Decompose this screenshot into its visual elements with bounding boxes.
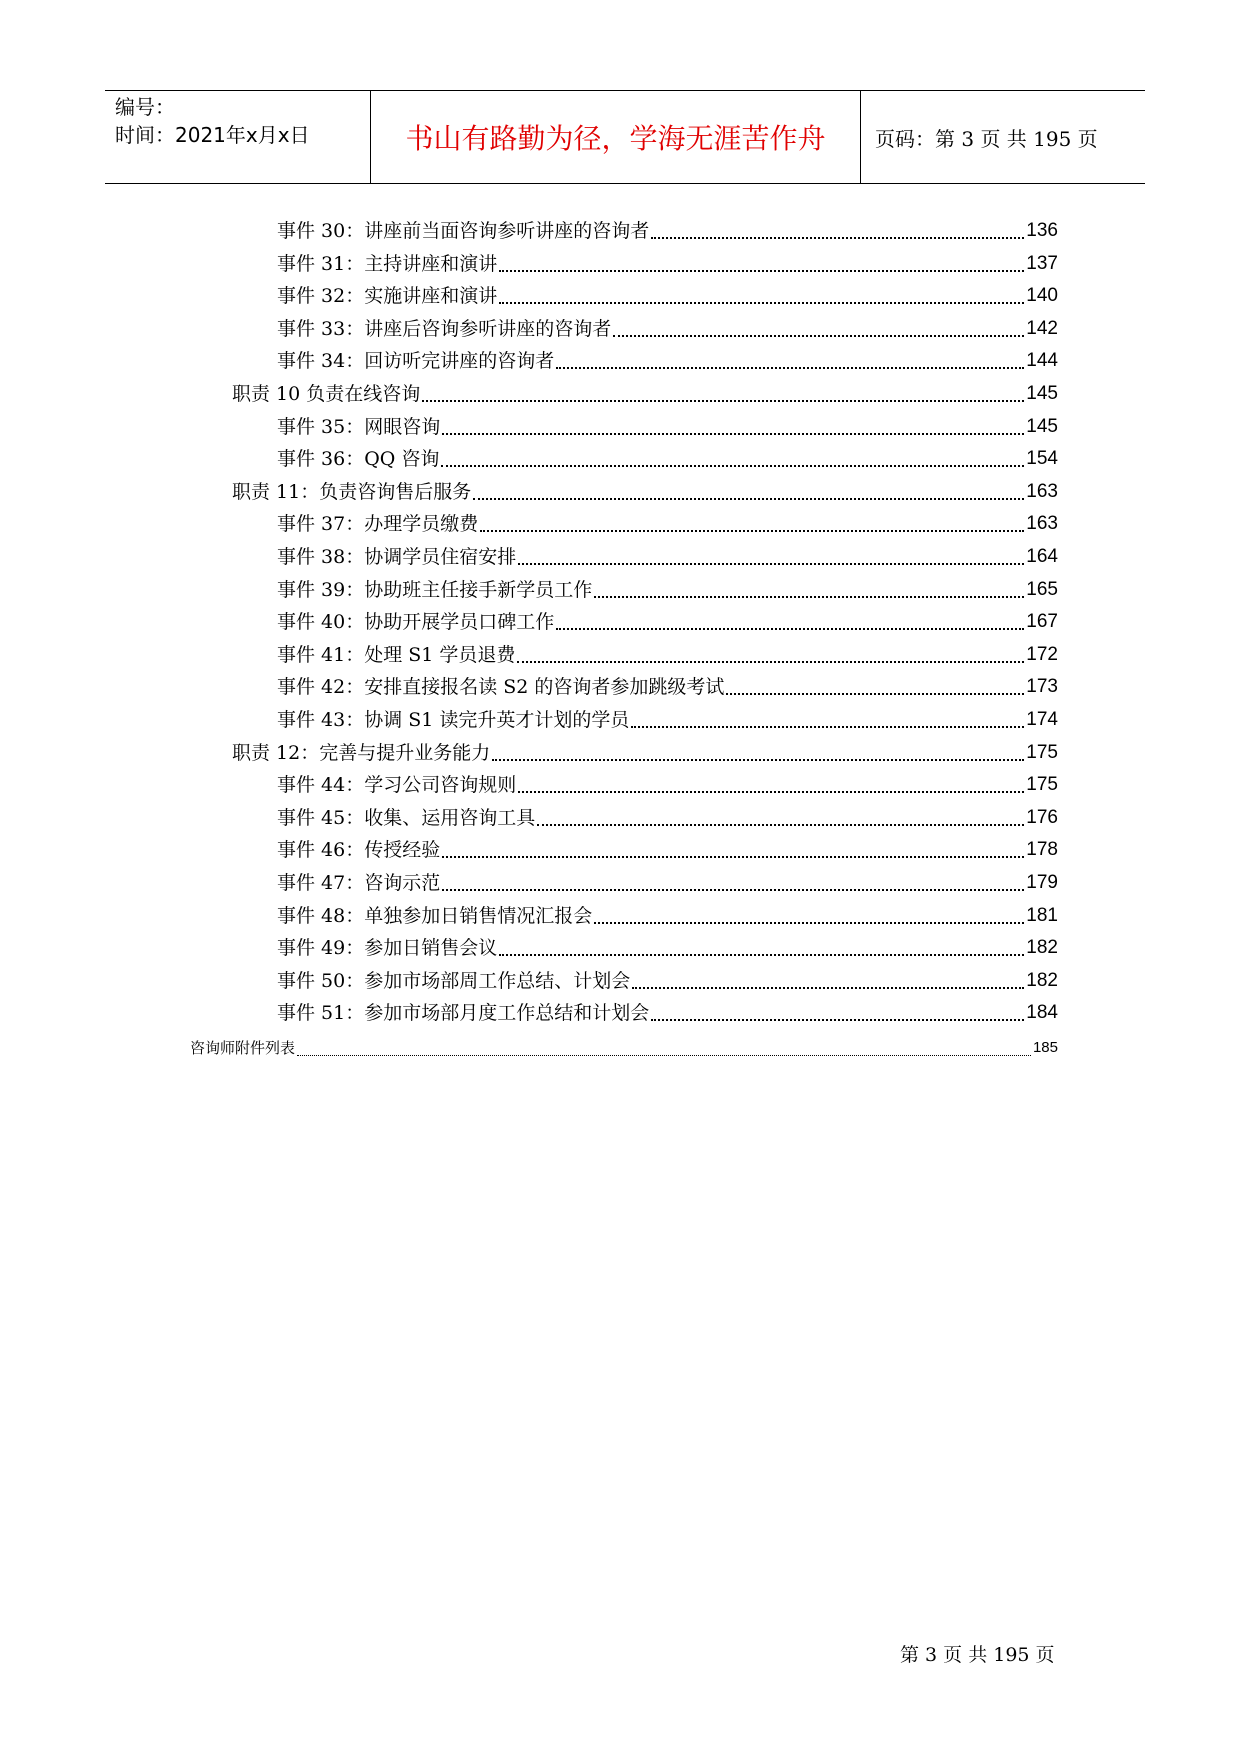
- toc-leader-dots: [499, 302, 1024, 304]
- toc-entry[interactable]: [277, 962, 1058, 994]
- toc-leader-dots: [518, 563, 1024, 565]
- toc-entry-label: 事件 49：参加日销售会议: [277, 937, 498, 959]
- header-divider: [860, 91, 861, 183]
- page-footer: 第 3 页 共 195 页: [900, 1644, 1055, 1666]
- toc-entry[interactable]: [277, 603, 1058, 635]
- toc-leader-dots: [632, 987, 1024, 989]
- toc-entry-page: 174: [1026, 709, 1058, 730]
- toc-entry-label: 职责 11：负责咨询售后服务: [232, 481, 472, 503]
- toc-leader-dots: [594, 596, 1024, 598]
- toc-entry-page: 176: [1026, 807, 1058, 828]
- toc-leader-dots: [441, 465, 1024, 467]
- toc-entry-label: 事件 36：QQ 咨询: [277, 448, 440, 470]
- toc-leader-dots: [556, 628, 1024, 630]
- toc-entry-page: 140: [1026, 285, 1058, 306]
- toc-entry-label: 事件 44：学习公司咨询规则: [277, 774, 517, 796]
- toc-entry-page: 163: [1026, 513, 1058, 534]
- toc-entry[interactable]: [277, 766, 1058, 798]
- toc-leader-dots: [473, 498, 1024, 500]
- header-left-cell: [115, 93, 370, 149]
- toc-leader-dots: [537, 824, 1024, 826]
- toc-entry[interactable]: [277, 929, 1058, 961]
- toc-leader-dots: [499, 270, 1024, 272]
- toc-entry[interactable]: [190, 1029, 1058, 1061]
- toc-entry-page: 137: [1026, 253, 1058, 274]
- toc-entry[interactable]: [232, 473, 1058, 505]
- toc-entry-label: 事件 41：处理 S1 学员退费: [277, 644, 516, 666]
- toc-entry-label: 职责 12：完善与提升业务能力: [232, 742, 491, 764]
- toc-entry-label: 事件 33：讲座后咨询参听讲座的咨询者: [277, 318, 612, 340]
- toc-entry[interactable]: [277, 636, 1058, 668]
- toc-entry-label: 咨询师附件列表: [190, 1039, 296, 1057]
- toc-entry-page: 163: [1026, 481, 1058, 502]
- toc-entry[interactable]: [277, 831, 1058, 863]
- toc-leader-dots: [297, 1055, 1031, 1056]
- toc-entry-page: 185: [1032, 1039, 1058, 1056]
- toc-entry[interactable]: [277, 505, 1058, 537]
- toc-leader-dots: [480, 530, 1024, 532]
- toc-entry[interactable]: [277, 310, 1058, 342]
- toc-entry-label: 事件 31：主持讲座和演讲: [277, 253, 498, 275]
- page-header: [105, 90, 1145, 184]
- toc-leader-dots: [556, 367, 1024, 369]
- toc-entry-label: 事件 40：协助开展学员口碑工作: [277, 611, 555, 633]
- toc-entry-label: 事件 46：传授经验: [277, 839, 441, 861]
- toc-entry-page: 175: [1026, 742, 1058, 763]
- toc-entry-label: 事件 50：参加市场部周工作总结、计划会: [277, 970, 631, 992]
- toc-entry[interactable]: [277, 897, 1058, 929]
- toc-entry-page: 184: [1026, 1002, 1058, 1023]
- toc-leader-dots: [651, 1019, 1024, 1021]
- toc-leader-dots: [499, 954, 1024, 956]
- toc-leader-dots: [492, 759, 1024, 761]
- toc-entry[interactable]: [277, 701, 1058, 733]
- toc-entry-label: 事件 47：咨询示范: [277, 872, 441, 894]
- toc-entry-page: 164: [1026, 546, 1058, 567]
- document-time-label: 时间：2021年x月x日: [115, 123, 310, 147]
- toc-entry-label: 事件 51：参加市场部月度工作总结和计划会: [277, 1002, 650, 1024]
- toc-entry-label: 事件 48：单独参加日销售情况汇报会: [277, 905, 593, 927]
- toc-entry-page: 178: [1026, 839, 1058, 860]
- toc-entry-page: 144: [1026, 350, 1058, 371]
- toc-entry-label: 事件 35：网眼咨询: [277, 416, 441, 438]
- toc-entry[interactable]: [277, 864, 1058, 896]
- toc-entry[interactable]: [277, 994, 1058, 1026]
- toc-leader-dots: [517, 661, 1024, 663]
- toc-entry-label: 事件 45：收集、运用咨询工具: [277, 807, 536, 829]
- toc-entry-page: 181: [1026, 905, 1058, 926]
- toc-entry-page: 173: [1026, 676, 1058, 697]
- toc-entry-page: 154: [1026, 448, 1058, 469]
- toc-leader-dots: [726, 693, 1024, 695]
- toc-entry-page: 142: [1026, 318, 1058, 339]
- toc-entry[interactable]: [277, 440, 1058, 472]
- toc-entry-page: 167: [1026, 611, 1058, 632]
- toc-entry[interactable]: [232, 375, 1058, 407]
- toc-entry[interactable]: [277, 799, 1058, 831]
- toc-leader-dots: [422, 400, 1024, 402]
- toc-entry[interactable]: [277, 212, 1058, 244]
- header-slogan: 书山有路勤为径，学海无涯苦作舟: [405, 122, 826, 155]
- toc-entry-label: 事件 30：讲座前当面咨询参听讲座的咨询者: [277, 220, 650, 242]
- toc-entry[interactable]: [277, 245, 1058, 277]
- toc-leader-dots: [442, 433, 1024, 435]
- toc-entry[interactable]: [277, 342, 1058, 374]
- header-page-info: 页码：第 3 页 共 195 页: [875, 126, 1098, 151]
- toc-entry[interactable]: [232, 734, 1058, 766]
- toc-entry-page: 145: [1026, 416, 1058, 437]
- toc-entry[interactable]: [277, 408, 1058, 440]
- toc-leader-dots: [518, 791, 1024, 793]
- toc-entry-label: 事件 43：协调 S1 读完升英才计划的学员: [277, 709, 630, 731]
- toc-leader-dots: [442, 889, 1024, 891]
- toc-entry-page: 175: [1026, 774, 1058, 795]
- toc-leader-dots: [613, 335, 1024, 337]
- toc-entry-page: 172: [1026, 644, 1058, 665]
- toc-leader-dots: [442, 856, 1024, 858]
- toc-entry[interactable]: [277, 277, 1058, 309]
- toc-entry-page: 145: [1026, 383, 1058, 404]
- document-number-label: 编号：: [115, 95, 175, 119]
- toc-entry-page: 179: [1026, 872, 1058, 893]
- toc-entry[interactable]: [277, 538, 1058, 570]
- toc-entry-page: 182: [1026, 937, 1058, 958]
- toc-entry-page: 165: [1026, 579, 1058, 600]
- toc-entry-page: 136: [1026, 220, 1058, 241]
- toc-entry[interactable]: [277, 571, 1058, 603]
- toc-entry-page: 182: [1026, 970, 1058, 991]
- toc-entry-label: 事件 39：协助班主任接手新学员工作: [277, 579, 593, 601]
- toc-leader-dots: [594, 922, 1024, 924]
- toc-entry-label: 事件 32：实施讲座和演讲: [277, 285, 498, 307]
- toc-leader-dots: [631, 726, 1024, 728]
- toc-entry[interactable]: [277, 668, 1058, 700]
- toc-entry-label: 职责 10 负责在线咨询: [232, 383, 421, 405]
- toc-entry-label: 事件 38：协调学员住宿安排: [277, 546, 517, 568]
- toc-entry-label: 事件 42：安排直接报名读 S2 的咨询者参加跳级考试: [277, 676, 725, 698]
- toc-entry-label: 事件 37：办理学员缴费: [277, 513, 479, 535]
- toc-leader-dots: [651, 237, 1024, 239]
- toc-entry-label: 事件 34：回访听完讲座的咨询者: [277, 350, 555, 372]
